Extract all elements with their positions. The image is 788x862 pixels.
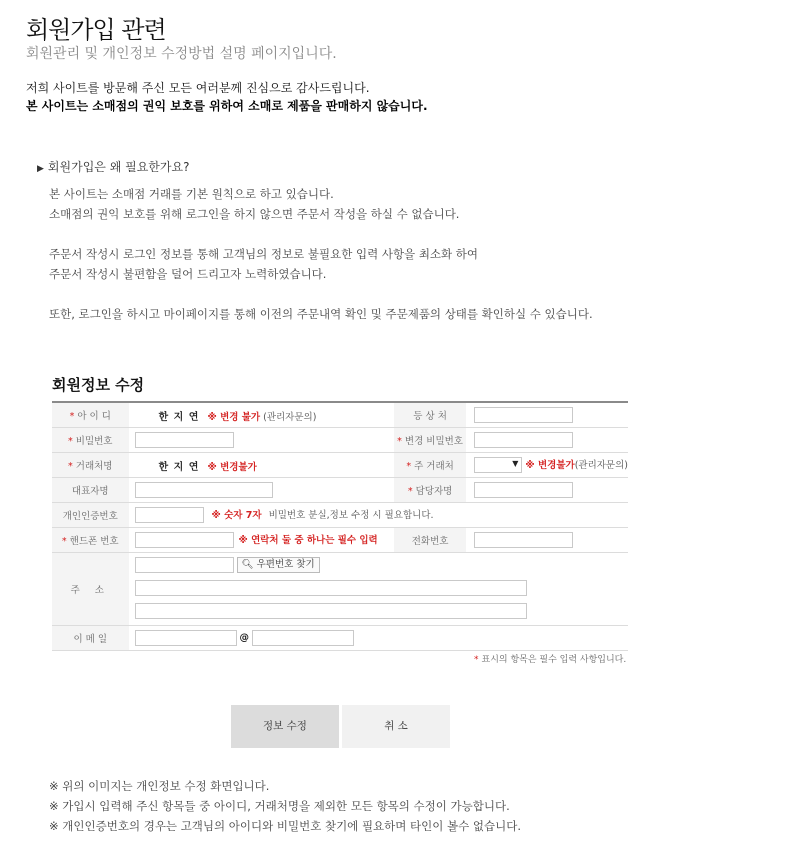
address2-input[interactable] (135, 603, 527, 619)
thanks-text: 저희 사이트를 방문해 주신 모든 여러분께 진심으로 감사드립니다. (26, 81, 370, 95)
form-title: 회원정보 수정 (52, 376, 145, 394)
zipcode-search-button[interactable]: 🔍︎ 우편번호 찾기 (237, 557, 320, 573)
auth-rule-note: ※ 숫자 7자 (211, 509, 262, 521)
faq-line: 주문서 작성시 불편함을 덜어 드리고자 노력하였습니다. (49, 267, 327, 281)
member-form-table (52, 401, 628, 651)
faq-line: 또한, 로그인을 하시고 마이페이지를 통해 이전의 주문내역 확인 및 주문제품의 상태를 확인하실 수 있습니다. (49, 307, 593, 321)
mobile-input[interactable] (135, 532, 234, 548)
auth-label: 개인인증번호 (52, 503, 129, 528)
table-row (52, 478, 628, 503)
cancel-button[interactable]: 취 소 (342, 705, 450, 748)
required-note: * 표시의 항목은 필수 입력 사항입니다. (474, 655, 627, 665)
id-unchangeable-note: ※ 변경 불가 (207, 411, 261, 423)
table-row (52, 503, 628, 528)
table-row (52, 402, 628, 428)
id-value: 한 지 연 (158, 411, 200, 423)
auth-desc-note: 비밀번호 분실,정보 수정 시 필요합니다. (268, 509, 434, 521)
password-input[interactable] (135, 432, 234, 448)
submit-button[interactable]: 정보 수정 (231, 705, 339, 748)
id-contact-note: (관리자문의) (263, 411, 317, 423)
notice-text: 본 사이트는 소매점의 권익 보호를 위하여 소매로 제품을 판매하지 않습니다. (26, 99, 428, 113)
new-password-label: * 변경 비밀번호 (394, 428, 467, 453)
footer-note: ※ 개인인증번호의 경우는 고객님의 아이디와 비밀번호 찾기에 필요하며 타인이 볼수 없습니다. (49, 819, 521, 833)
branch-label: 등 상 처 (394, 402, 467, 428)
faq-paragraph (49, 184, 459, 224)
main-company-unchangeable-note: ※ 변경불가 (525, 459, 575, 471)
page-subtitle: 회원관리 및 개인정보 수정방법 설명 페이지입니다. (26, 46, 337, 62)
phone-label: 전화번호 (394, 528, 467, 553)
email-domain-input[interactable] (252, 630, 354, 646)
auth-input[interactable] (135, 507, 204, 523)
footer-note: ※ 위의 이미지는 개인정보 수정 화면입니다. (49, 779, 270, 793)
search-icon: 🔍︎ (241, 559, 254, 570)
faq-question-text: 회원가입은 왜 필요한가요? (47, 160, 190, 174)
faq-paragraph (49, 244, 478, 284)
chevron-down-icon: ▼ (512, 459, 519, 469)
id-label: * 아 이 디 (52, 402, 129, 428)
table-row (52, 528, 628, 553)
table-row (52, 428, 628, 453)
main-company-select[interactable] (474, 457, 522, 473)
faq-paragraph (49, 304, 593, 324)
company-label: * 거래처명 (52, 453, 129, 478)
arrow-right-icon: ▶ (37, 164, 44, 174)
faq-question (37, 158, 189, 175)
company-unchangeable-note: ※ 변경불가 (207, 461, 257, 473)
table-row (52, 453, 628, 478)
main-company-label: * 주 거래처 (394, 453, 467, 478)
email-at: @ (239, 632, 250, 644)
email-label: 이 메 일 (52, 626, 129, 651)
address-label: 주 소 (52, 553, 129, 626)
mobile-label: * 핸드폰 번호 (52, 528, 129, 553)
manager-input[interactable] (474, 482, 573, 498)
footer-note: ※ 가입시 입력해 주신 항목들 중 아이디, 거래처명을 제외한 모든 항목의 수정이 가능합니다. (49, 799, 510, 813)
zipcode-input[interactable] (135, 557, 234, 573)
table-row (52, 553, 628, 626)
manager-label: * 담당자명 (394, 478, 467, 503)
page-title: 회원가입 관련 (26, 16, 166, 44)
required-mark: * (69, 411, 75, 422)
table-row (52, 626, 628, 651)
ceo-label: 대표자명 (52, 478, 129, 503)
faq-line: 본 사이트는 소매점 거래를 기본 원칙으로 하고 있습니다. (49, 187, 334, 201)
branch-input[interactable] (474, 407, 573, 423)
mobile-rule-note: ※ 연락처 둘 중 하나는 필수 입력 (238, 534, 378, 546)
phone-input[interactable] (474, 532, 573, 548)
company-value: 한 지 연 (158, 461, 200, 473)
main-company-contact-note: (관리자문의) (574, 459, 628, 471)
new-password-input[interactable] (474, 432, 573, 448)
password-label: * 비밀번호 (52, 428, 129, 453)
address1-input[interactable] (135, 580, 527, 596)
ceo-input[interactable] (135, 482, 273, 498)
email-id-input[interactable] (135, 630, 237, 646)
faq-line: 주문서 작성시 로그인 정보를 통해 고객님의 정보로 불필요한 입력 사항을 최소화 하여 (49, 247, 479, 261)
faq-line: 소매점의 권익 보호를 위해 로그인을 하지 않으면 주문서 작성을 하실 수 없습니다. (49, 207, 460, 221)
